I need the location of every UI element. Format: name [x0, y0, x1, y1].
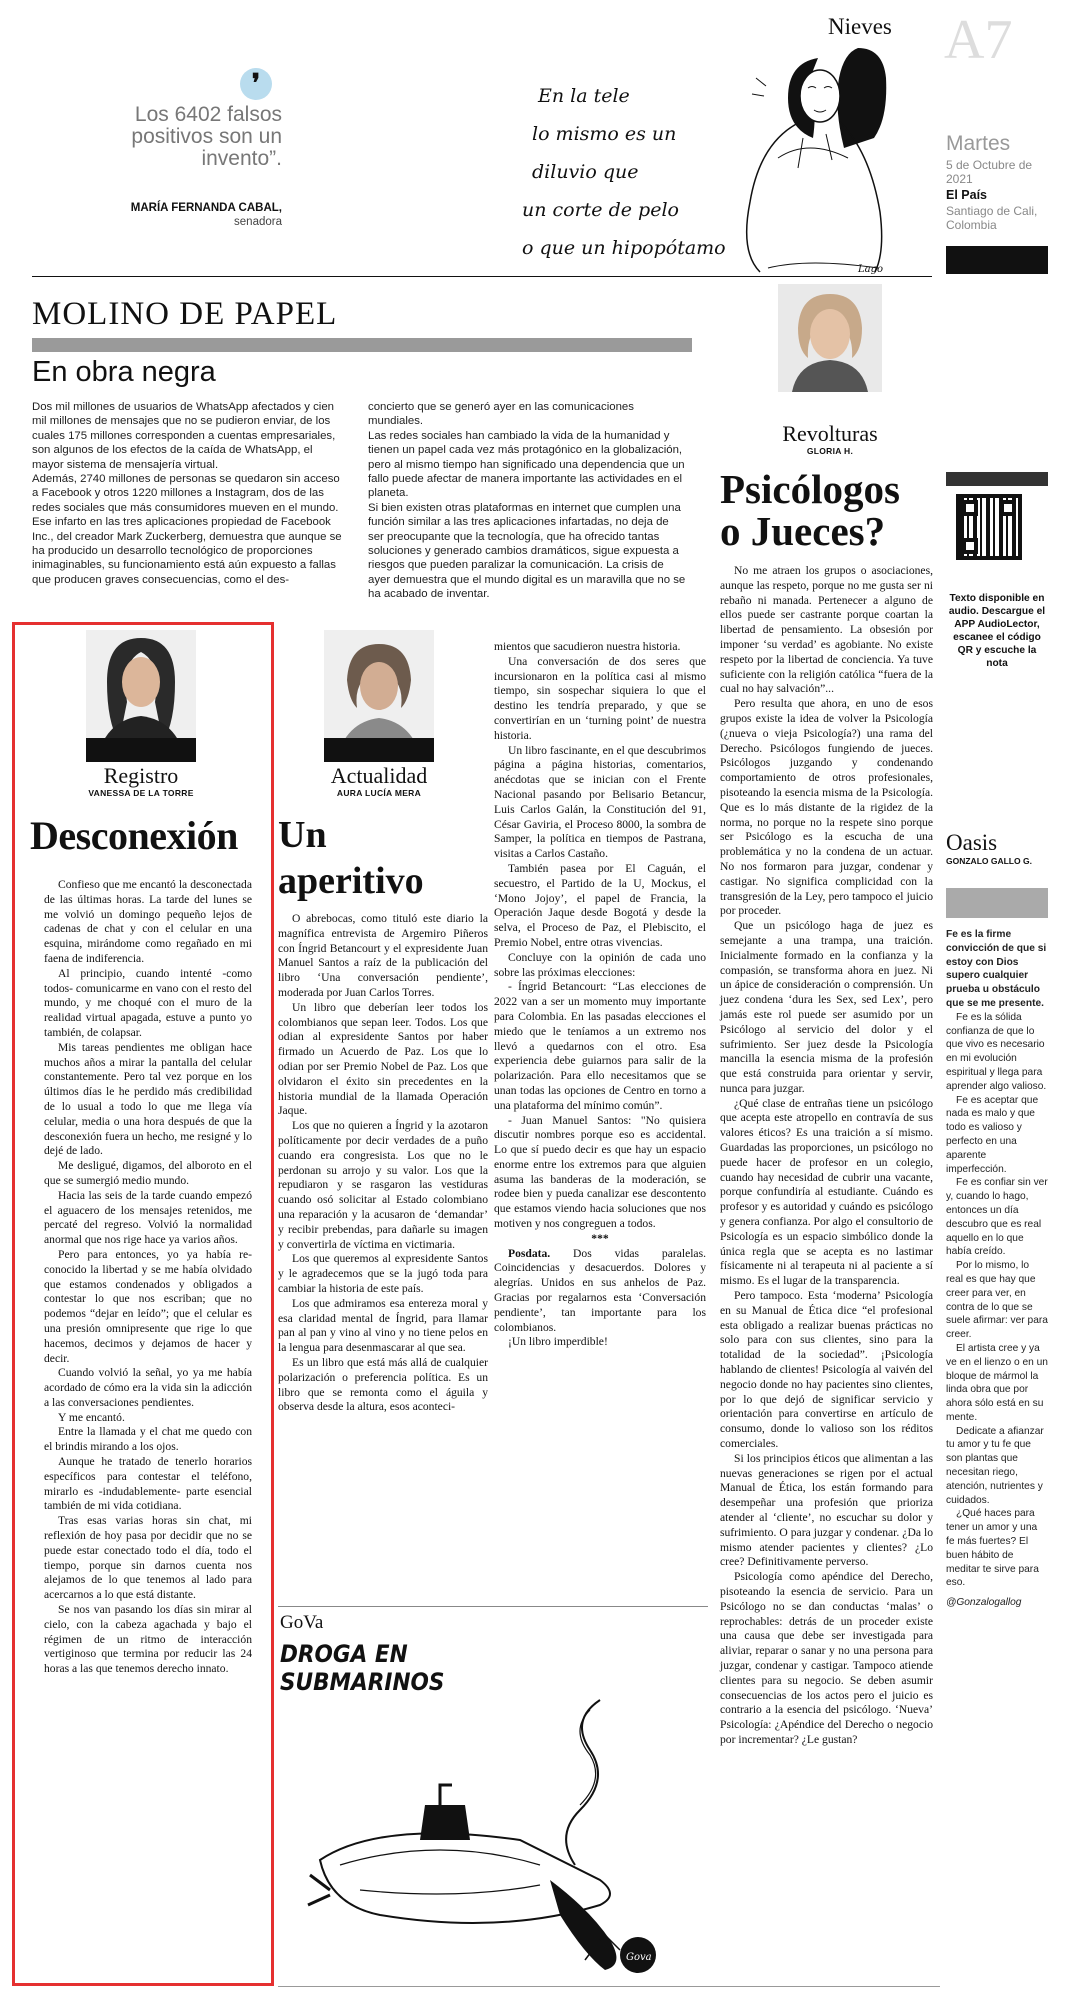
oasis-lead: Fe es la firme convicción de que si estoy con Dios supero cualquier prueba u obstáculo que se me presente. — [946, 929, 1047, 1009]
column-title: Desconexión — [30, 813, 238, 858]
column-paragraph: Y me encantó. — [58, 1410, 125, 1424]
column-caption — [304, 764, 454, 798]
column-paragraph: Se nos van pasando los días sin mirar al cielo, con la cabeza agachada y bajo el régimen de un ritmo de interacción vertiginoso que termina por reducir las 24 horas a las que tenemos derecho innato. — [44, 1603, 252, 1676]
cartoon-line: diluvio que — [532, 161, 639, 183]
cartoon-title — [280, 1640, 444, 1696]
cartoon-rule — [278, 1606, 708, 1607]
editorial-paragraph: Ese infarto en las tres aplicaciones propiedad de Facebook Inc., del creador Mark Zuckerberg, demuestra que aunque se ha producido un desarrollo tecnológico de proporciones inimaginables, su funcionamiento está aún expuesto a fallas que producen graves consecuencias, como el des- — [32, 516, 342, 586]
column-paragraph: Confieso que me encantó la desconectada de las últimas horas. La tarde del lunes se me volvió un domingo pequeño lejos de cadenas de chat y con el celular en una esquina, mirándome como regañado en mi faena de indiferencia. — [44, 878, 252, 965]
column-paragraph: Un libro que deberían leer todos los colombianos que sepan leer. Todos. Los que odian al expresidente Santos por haber firmado un Acuerdo de Paz. Los que lo odian por ser Premio Nobel de Paz. Los que olvidaron el éxito sin precedentes en la historia mundial de la llamada Operación Jaque. — [278, 1000, 488, 1118]
column-name: Actualidad — [330, 763, 428, 788]
cartoon-women-drawing — [708, 38, 908, 278]
pull-quote: Los 6402 falsos positivos son un invento”. — [131, 103, 282, 170]
column-paragraph: Entre la llamada y el chat me quedo con el brindis mirando a los ojos. — [44, 1425, 252, 1454]
column-paragraph: Aunque he tratado de tenerlo horarios específicos para contestar el teléfono, mirarlo es -indudablemente- parte esencial también de mi vida cotidiana. — [44, 1455, 252, 1513]
column-body — [720, 564, 933, 1748]
weekday: Martes — [946, 132, 1011, 155]
paper-name: El País — [946, 188, 987, 202]
column-name: Revolturas — [782, 421, 878, 446]
posdata-label: Posdata. — [508, 1246, 551, 1260]
cartoon-line: un corte de pelo — [522, 199, 679, 221]
oasis-paragraph: Fe es aceptar que nada es malo y que todo es valioso y perfecto en una aparente imperfección. — [946, 1094, 1039, 1175]
column-title: Psicólogos o Jueces? — [720, 466, 900, 554]
quote-role: senadora — [234, 216, 282, 228]
cartoon-title-line: DROGA EN — [280, 1640, 408, 1668]
column-paragraph: No me atraen los grupos o asociaciones, aunque las respeto, porque no me gusta ser ni rebaño ni manada. Pertenecer a alguno de ellos puede ser castrante porque coartan la libertad de pensamiento. La obsesión por imponer ‘su verdad’ es agobiante. No existe respeto por la libertad de conciencia. Ya tuve suficiente con la religión católica “fuera de la cual no hay salvación”... — [720, 564, 933, 696]
header-rule — [32, 276, 932, 277]
column-paragraph: Pero tampoco. Esta ‘moderna’ Psicología en su Manual de Ética dice “el profesional esta obligado a realizar buenas prácticas no solo para con sus clientes, sino para la totalidad de la sociedad”. ¡Psicología hablando de clientes! Psicología al vaivén del negocio donde no hay pacientes sino clientes, por lo que dejó de significar servicio y orientación para convertirse en artículo de consumo, donde lo valioso son los réditos comerciales. — [720, 1289, 933, 1451]
column-paragraph: Tras esas varias horas sin chat, mi reflexión de hoy pasa por decidir que no se puede estar conectado todo el día, todo el tiempo, porque sin darnos cuenta nos alejamos de lo que tenemos al lado para acercarnos a lo que está distante. — [44, 1514, 252, 1602]
audio-note: Texto disponible en audio. Descargue el APP AudioLector, escanee el código QR y escuche la nota — [948, 593, 1046, 669]
oasis-paragraph: ¿Qué haces para tener un amor y una fe más fuertes? El buen hábito de meditar te sirve para eso. — [946, 1508, 1039, 1589]
oasis-paragraph: Fe es confiar sin ver y, cuando lo hago, entonces un día descubro que es real aquello en lo que había creído. — [946, 1177, 1048, 1258]
cartoon-signature: Lago — [858, 264, 884, 275]
column-paragraph: Hacia las seis de la tarde cuando empezó el aguacero de los mensajes retenidos, me percaté del regreso. Volvió la normalidad anormal que nos rige hace ya varios años. — [44, 1188, 252, 1247]
oasis-paragraph: Dedicate a afianzar tu amor y tu fe que son plantas que necesitan riego, atención, nutrientes y cuidados. — [946, 1425, 1044, 1506]
column-paragraph: Una conversación de dos seres que incursionaron en la política casi al mismo tiempo, sin sospechar siquiera lo que el destino les tendría preparado, y que se convertirían en un ‘turning point’ de nuestra historia. — [494, 654, 706, 742]
posdata — [494, 1247, 706, 1336]
column-paragraph: O abrebocas, como tituló este diario la magnífica entrevista de Argemiro Piñeros con Íngrid Betancourt y el expresidente Juan Manuel Santos a raíz de la publicación del libro ‘Una conversación pendiente’, moderada por Juan Carlos Torres. — [278, 912, 488, 999]
editorial-paragraph: Además, 2740 millones de personas se quedaron sin acceso a Facebook y otros 1220 millones a Instagram, dos de las redes sociales que más consumidores mueven en el mundo. — [32, 473, 340, 514]
column-paragraph: Psicología como apéndice del Derecho, pisoteando la esencia de servicio. Para un Psicólogo no se dan conductas ‘malas’ o reprochables: detrás de un proceder existe una causa que debe ser investigada para aliviar, reparar o sanar y no una persona para juzgar, condenar y castigar. Tampoco atiende clientes para su negocio. Se deben asumir consecuencias de los actos pero el juicio es contrario a la esencia del psicólogo. ‘Nueva’ Psicología: ¿Apéndice del Derecho o negocio por incrementar? ¿Le gustan? — [720, 1570, 933, 1746]
column-paragraph: - Juan Manuel Santos: "No quisiera discutir nombres porque eso es accidental. Lo que sí puedo decir es que hay un espacio enorme entre los extremos para que alguien asuma las banderas de la moderación, se rodee bien y pueda canalizar ese descontento que estamos viendo hacia soluciones que nos motiven y nos congreguen a todos. — [494, 1113, 706, 1231]
closing-line: ¡Un libro imperdible! — [508, 1335, 608, 1349]
column-name: Registro — [103, 763, 179, 788]
column-paragraph: Los que no quieren a Íngrid y la azotaron políticamente por decir verdades de a puño cuando era congresista. Los que no le perdonan su arrojo y su valor. Los que la repudiaron y se rasgaron las vestiduras cuando osó solicitar al Estado colombiano una reparación y la acusaron de ‘demandar’ y recibir prebendas, para dañarle su imagen y convertirla de víctima en victimaria. — [278, 1119, 488, 1251]
cartoon-line: En la tele — [538, 85, 630, 107]
black-bar — [946, 246, 1048, 274]
editorial-title: En obra negra — [32, 356, 216, 388]
column-paragraph: Concluye con la opinión de cada uno sobre las próximas elecciones: — [494, 950, 706, 979]
editorial-paragraph: Si bien existen otras plataformas en internet que cumplen una función similar a las tres aplicaciones infartadas, no deja de ser preocupante que la tecnología, que ha ofrecido tantas soluciones y generado cambios dramáticos, sigue expuesta a riesgos que pueden paralizar la comunicación. La crisis de ayer demuestra que el mundo digital es un maravilla que no se ha acabado de inventar. — [368, 501, 686, 601]
date: 5 de Octubre de 2021 — [946, 158, 1033, 186]
city: Santiago de Cali, Colombia — [946, 204, 1038, 232]
column-paragraph: Mis tareas pendientes me obligan hace muchos años a mirar la pantalla del celular constantemente. Pero tal vez porque en los últimos días le he perdido más credibilidad de lo usual a todo lo que me llega vía celular, media o una hora después de que la desconexión fuera un hecho, me resigné y lo dejé de lado. — [44, 1040, 252, 1158]
qr-finder — [962, 538, 978, 554]
qr-code[interactable] — [956, 494, 1022, 560]
column-paragraph: Los que admiramos esa entereza moral y esa claridad mental de Íngrid, para llamar pan al pan y vino al vino y no tiene pelos en la lengua para desenmascarar al que sea. — [278, 1296, 488, 1355]
oasis-title: Oasis — [946, 830, 998, 855]
quote-author: MARÍA FERNANDA CABAL, — [130, 202, 282, 214]
sidebar-bar — [946, 472, 1048, 486]
editorial-paragraph: Las redes sociales han cambiado la vida de la humanidad y tienen un papel cada vez más protagónico en la globalización, pero al mismo tiempo han significado una dependencia que un fallo puede afectar de manera importante las actividades en el planeta. — [368, 429, 685, 500]
column-paragraph: Si los principios éticos que alimentan a las nuevas generaciones se rigen por el actual Manual de Ética, los están formando para desempeñar una profesión que prioriza atender al ‘cliente’, no escuchar su dolor y sufrimiento. O para juzgar y condenar. ¿Da lo mismo atender pacientes y clientes? ¿Lo cree? Definitivamente perverso. — [720, 1451, 933, 1569]
column-paragraph: ¿Qué clase de entrañas tiene un psicólogo que acepta este atropello en contravía de sus valores éticos? Es una traición a sí mismo. Guardadas las proporciones, un psicólogo no puede hacer de profesor en un colegio, cuando hay necesidad de cubrir una vacante, porque confundiría al estudiante. Cuándo es profesor y es autoridad y cuándo es psicólogo y genera confianza. Por algo el consultorio de Psicología es un espacio simbólico donde la única regla que se acepta es no lastimar físicamente ni al terapeuta ni al paciente a sí mismo. Es el lugar de la transparencia. — [720, 1096, 933, 1288]
oasis-paragraph: Fe es la sólida confianza de que lo que vivo es necesario en mi evolución espiritual y llega para aprender algo valioso. — [946, 1011, 1047, 1092]
column-paragraph: Es un libro que está más allá de cualquier polarización o preferencia política. Es un libro que se remonta como el águila y observa desde la altura, esos aconteci- — [278, 1355, 488, 1414]
oasis-body — [946, 928, 1048, 1610]
oasis-paragraph: Por lo mismo, lo real es que hay que creer para ver, en contra de lo que se suele afirmar: ver para creer. — [946, 1260, 1048, 1341]
column-paragraph: Al principio, cuando intenté -como todos- comunicarme en vano con el resto del mundo, y me choqué con el muro de la realidad virtual apagada, estuve a punto yo también, de colapsar. — [44, 966, 252, 1039]
column-title: Un aperitivo — [278, 814, 424, 902]
column-paragraph: Cuando volvió la señal, yo ya me había acordado de cómo era la vida sin la adicción a las conversaciones pendientes. — [44, 1366, 252, 1409]
section-bar — [32, 338, 692, 352]
qr-finder — [962, 500, 978, 516]
column-paragraph: Pero resulta que ahora, en uno de esos grupos existe la idea de volver la Psicología (¿nueva o vieja Psicología?) una rama del Derecho. Psicólogos fungiendo de jueces. Psicólogos juzgando y condenando comportamiento de otros profesionales, pisoteando la esencia misma de la Psicología. Que es lo más distante de la rigidez de la norma, no porque no la respete sino porque ser Psicólogo es la escucha de una problemática y no la condena de un actuar. No nos formaron para juzgar, condenar y castigar. No significa complicidad con la transgresión de la Ley, pero tampoco el juicio por proceder. — [720, 697, 933, 918]
cartoon-line: lo mismo es un — [532, 123, 677, 145]
column-body-1 — [278, 912, 488, 1415]
cartoon-title: Nieves — [828, 14, 892, 39]
column-paragraph: También pasea por El Caguán, el secuestro, el Partido de la U, Mockus, el ‘Mono Jojoy’, el papel de Francia, la Operación Jaque desde Bogotá y desde la selva, el Proceso de Paz, el Plebiscito, el Premio Nobel, entre otras vivencias. — [494, 861, 706, 949]
editorial-paragraph: concierto que se generó ayer en las comunicaciones mundiales. — [368, 401, 634, 428]
author-photo-gloria — [778, 284, 882, 392]
column-paragraph: - Íngrid Betancourt: “Las elecciones de 2022 van a ser un momento muy importante para Colombia. En las pasadas elecciones el miedo que le teníamos a un extremo nos llevó a quedarnos con el otro. Esa experiencia debe guiarnos para salir de la polarización. Para ello necesitamos que se unan todas las opciones de Centro en torno a una plataforma del mínimo común”. — [494, 980, 706, 1112]
quote-icon: ❜ — [240, 68, 272, 100]
cartoon-author: GoVa — [280, 1612, 324, 1633]
oasis-paragraph: El artista cree y ya ve en el lienzo o en un bloque de mármol la linda obra que por ahora sólo está en su mente. — [946, 1342, 1048, 1423]
oasis-handle[interactable]: @Gonzalogallog — [946, 1597, 1022, 1609]
oasis-author: GONZALO GALLO G. — [946, 856, 1032, 866]
editorial-col-1 — [32, 400, 344, 587]
column-caption — [66, 764, 216, 798]
submarine-cigarette-drawing — [300, 1690, 700, 1980]
photo-base — [324, 738, 434, 762]
qr-finder — [1000, 500, 1016, 516]
cartoon-title-line: SUBMARINOS — [280, 1668, 445, 1696]
column-author: GLORIA H. — [806, 446, 854, 456]
page-number: A7 — [944, 9, 1013, 71]
bottom-rule — [278, 1986, 940, 1987]
column-body — [44, 878, 252, 1677]
column-author: AURA LUCÍA MERA — [336, 788, 422, 798]
editorial-paragraph: Dos mil millones de usuarios de WhatsApp afectados y cien mil millones de mensajes que no se pudieron enviar, de los cuales 175 millones corresponden a cuentas empresariales, son algunos de los efectos de la caída de WhatsApp, el mayor sistema de mensajería virtual. — [32, 401, 336, 471]
portrait-icon — [778, 284, 882, 392]
cartoon-line: o que un hipopótamo — [522, 237, 726, 259]
nieves-cartoon — [508, 14, 908, 276]
cartoon-signature: Gova — [626, 1952, 652, 1963]
column-caption — [760, 422, 900, 456]
photo-base — [86, 738, 196, 762]
column-paragraph: Pero para entonces, yo ya había re-conocido la libertad y se me había olvidado que estamos condenados y obligados a contestar lo que nos escriban; que no podemos “dejar en leído”; que el celular es una presión omnipresente que rige lo que hacemos, decimos y dejamos de hacer y decir. — [44, 1247, 252, 1365]
column-paragraph: Que un psicólogo haga de juez es semejante a una trampa, una traición. Inicialmente formado en la confianza y la compasión, se transforma ahora en juez. Ni un ápice de consideración o comprensión. Un juez condena ‘dura les Sex, sed Lex’, pero jamás este rol puede ser asumido por un Psicólogo al servicio del dolor y el sufrimiento. Ser juez desde la Psicología mancilla la esencia misma de la profesión que está construida para orientar y servir, nunca para juzgar. — [720, 919, 933, 1095]
column-author: VANESSA DE LA TORRE — [88, 788, 194, 798]
column-paragraph: Un libro fascinante, en el que descubrimos página a página historias, comentarios, anécdotas que se inician con el Frente Nacional pasando por Belisario Betancur, Luis Carlos Galán, la Constitución del 91, César Gaviria, el Proceso 8000, la sombra de Samper, la política en tiempos de Pastrana, visitas a Carlos Castaño. — [494, 743, 706, 861]
column-body-2 — [494, 640, 706, 1350]
section-stars: *** — [591, 1231, 609, 1245]
column-paragraph: mientos que sacudieron nuestra historia. — [494, 640, 681, 653]
column-paragraph: Me desligué, digamos, del alboroto en el que se sumergió medio mundo. — [44, 1159, 252, 1187]
editorial-col-2 — [368, 400, 686, 602]
posdata-text: Dos vidas paralelas. Coincidencias y desacuerdos. Dolores y alegrías. Unidos en sus anhelos de Paz. Gracias por regalarnos esta ‘Conversación pendiente’, tan importante para los colombianos. — [494, 1246, 706, 1334]
column-paragraph: Los que queremos al expresidente Santos y le agradecemos que se la jugó toda para cambiar la historia de este país. — [278, 1252, 488, 1295]
section-title: MOLINO DE PAPEL — [32, 296, 338, 332]
oasis-bar — [946, 888, 1048, 918]
